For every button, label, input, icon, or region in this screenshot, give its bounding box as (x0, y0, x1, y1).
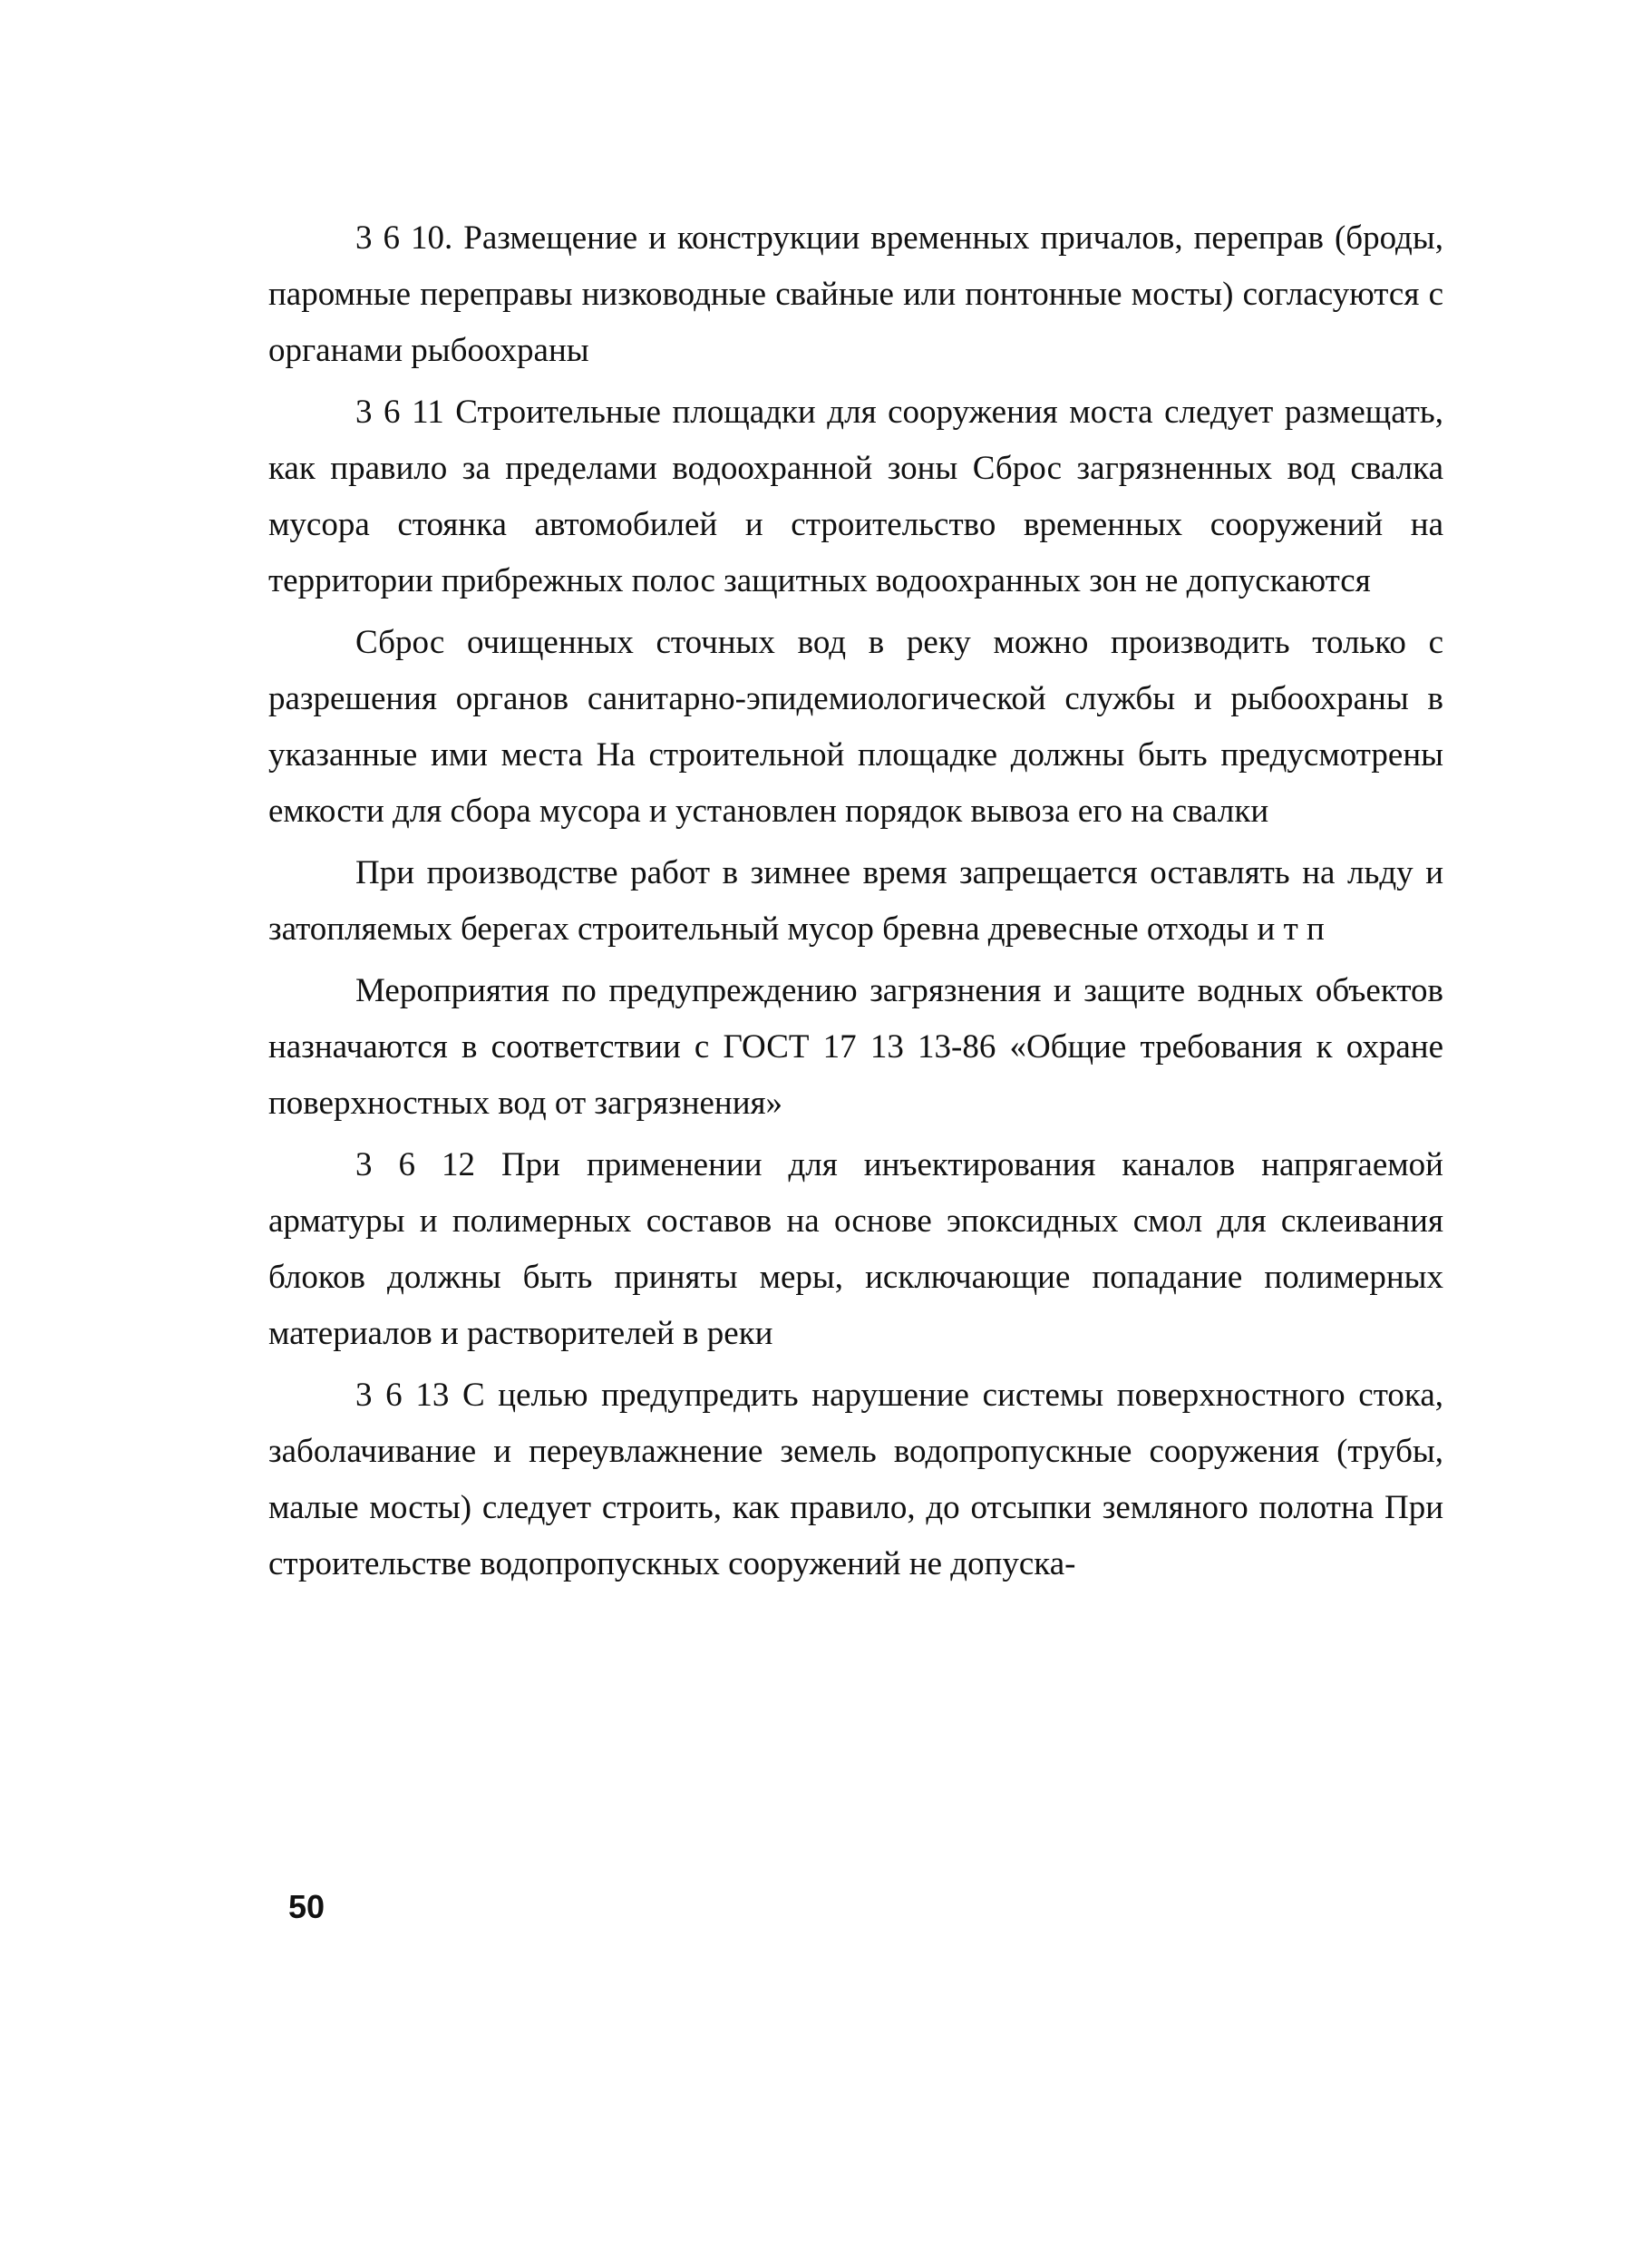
body-text (268, 210, 1443, 1592)
paragraph-3-6-13: 3 6 13 С целью предупредить нарушение системы поверхностного стока, заболачивание и переувлажнение земель водопропускные сооружения (трубы, малые мосты) следует строить, как правило, до отсыпки земляного полотна При строительстве водопропускных сооружений не допуска- (268, 1377, 1443, 1582)
paragraph-3-6-11: 3 6 11 Строительные площадки для сооружения моста следует размещать, как правило за пределами водоохранной зоны Сброс загрязненных вод свалка мусора стоянка автомобилей и строительство временных сооружений на территории прибрежных полос защитных водоохранных зон не допускаются (268, 394, 1443, 599)
paragraph-water-protection-measures: Мероприятия по предупреждению загрязнения и защите водных объектов назначаются в соответствии с ГОСТ 17 13 13-86 «Общие требования к охране поверхностных вод от загрязнения» (268, 972, 1443, 1122)
paragraph-wastewater-discharge: Сброс очищенных сточных вод в реку можно производить только с разрешения органов санитарно-эпидемиологической службы и рыбоохраны в указанные ими места На строительной площадке должны быть предусмотрены емкости для сбора мусора и установлен порядок вывоза его на свалки (268, 624, 1443, 830)
paragraph-3-6-10: 3 6 10. Размещение и конструкции временных причалов, переправ (броды, паромные переправы низководные свайные или понтонные мосты) согласуются с органами рыбоохраны (268, 219, 1443, 369)
paragraph-3-6-12: 3 6 12 При применении для инъектирования каналов напрягаемой арматуры и полимерных составов на основе эпоксидных смол для склеивания блоков должны быть приняты меры, исключающие попадание полимерных материалов и растворителей в реки (268, 1146, 1443, 1352)
page-number: 50 (288, 1888, 325, 1925)
paragraph-winter-works: При производстве работ в зимнее время запрещается оставлять на льду и затопляемых берегах строительный мусор бревна древесные отходы и т п (268, 854, 1443, 948)
